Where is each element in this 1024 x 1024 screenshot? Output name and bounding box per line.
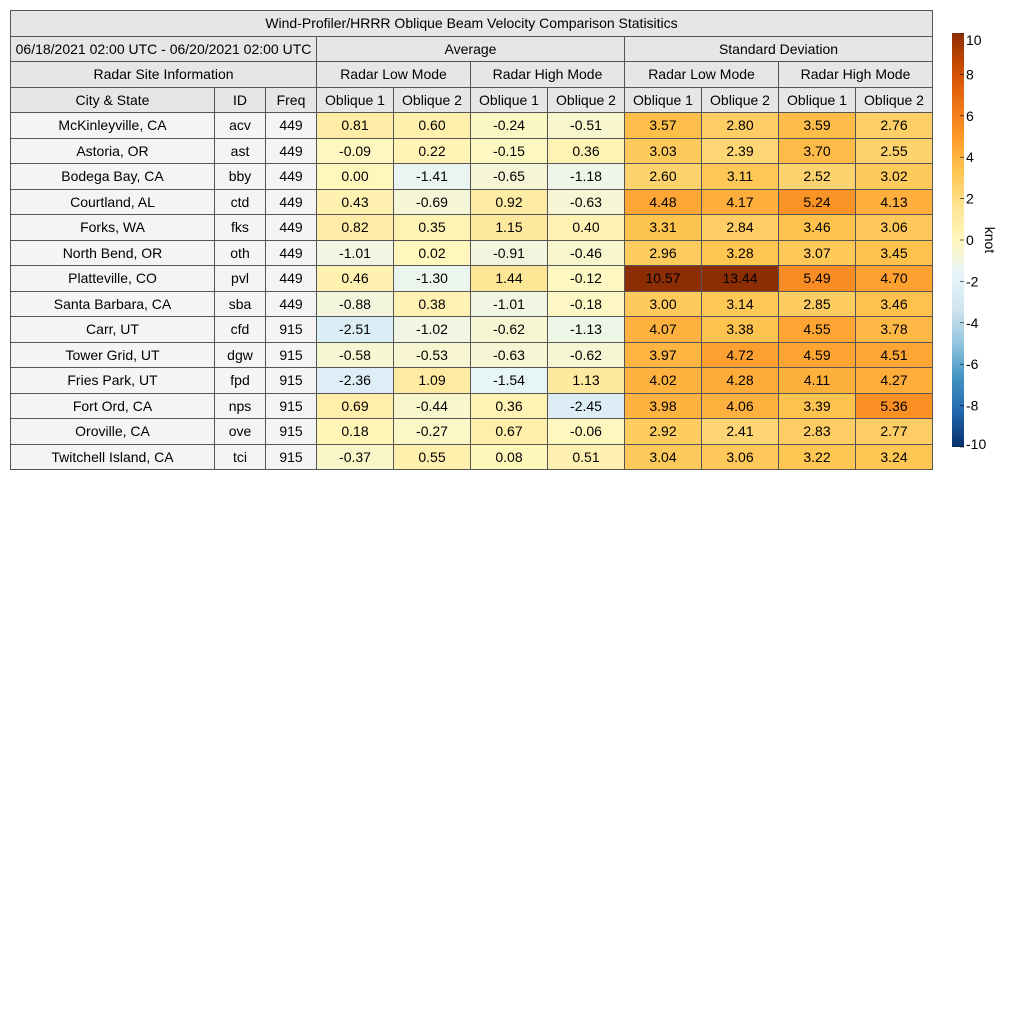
average-value-cell: 0.18 — [317, 419, 394, 445]
stddev-value-cell: 2.83 — [779, 419, 856, 445]
average-value-cell: -0.62 — [548, 342, 625, 368]
average-value-cell: -0.91 — [471, 240, 548, 266]
site-city: Tower Grid, UT — [11, 342, 215, 368]
stddev-value-cell: 3.38 — [702, 317, 779, 343]
average-value-cell: 0.36 — [548, 138, 625, 164]
stddev-value-cell: 5.49 — [779, 266, 856, 292]
stddev-value-cell: 2.41 — [702, 419, 779, 445]
stddev-value-cell: 3.06 — [702, 444, 779, 470]
average-value-cell: 0.22 — [394, 138, 471, 164]
table-row — [11, 317, 933, 343]
average-value-cell: 0.43 — [317, 189, 394, 215]
stddev-value-cell: 2.77 — [856, 419, 933, 445]
average-value-cell: -0.69 — [394, 189, 471, 215]
column-header-avg-low-oblique-2: Oblique 2 — [394, 87, 471, 113]
column-header-std-high-oblique-2: Oblique 2 — [856, 87, 933, 113]
average-value-cell: -0.18 — [548, 291, 625, 317]
average-value-cell: -2.45 — [548, 393, 625, 419]
stddev-value-cell: 3.39 — [779, 393, 856, 419]
site-city: Courtland, AL — [11, 189, 215, 215]
stddev-value-cell: 3.24 — [856, 444, 933, 470]
site-id: fks — [215, 215, 266, 241]
average-value-cell: 1.44 — [471, 266, 548, 292]
table-row — [11, 215, 933, 241]
colorbar-label: knot — [982, 226, 998, 254]
site-freq: 915 — [266, 419, 317, 445]
stddev-value-cell: 13.44 — [702, 266, 779, 292]
stddev-value-cell: 4.17 — [702, 189, 779, 215]
site-freq: 449 — [266, 164, 317, 190]
column-header-std-low-oblique-2: Oblique 2 — [702, 87, 779, 113]
site-city: Astoria, OR — [11, 138, 215, 164]
column-header-freq: Freq — [266, 87, 317, 113]
stddev-value-cell: 4.55 — [779, 317, 856, 343]
stddev-value-cell: 3.03 — [625, 138, 702, 164]
site-id: fpd — [215, 368, 266, 394]
column-header-avg-high-oblique-2: Oblique 2 — [548, 87, 625, 113]
average-value-cell: 0.38 — [394, 291, 471, 317]
stddev-value-cell: 3.45 — [856, 240, 933, 266]
average-value-cell: -0.09 — [317, 138, 394, 164]
average-value-cell: 0.51 — [548, 444, 625, 470]
average-value-cell: -0.24 — [471, 113, 548, 139]
stddev-value-cell: 3.14 — [702, 291, 779, 317]
average-value-cell: -0.27 — [394, 419, 471, 445]
average-value-cell: 0.40 — [548, 215, 625, 241]
colorbar-tick-label: -6 — [966, 356, 979, 373]
average-value-cell: -2.36 — [317, 368, 394, 394]
stddev-value-cell: 2.84 — [702, 215, 779, 241]
stddev-value-cell: 2.76 — [856, 113, 933, 139]
stddev-value-cell: 3.78 — [856, 317, 933, 343]
colorbar-tick-label: -10 — [966, 436, 987, 452]
stddev-value-cell: 3.02 — [856, 164, 933, 190]
column-header-city: City & State — [11, 87, 215, 113]
table-row — [11, 393, 933, 419]
site-id: bby — [215, 164, 266, 190]
average-value-cell: -1.01 — [471, 291, 548, 317]
stddev-value-cell: 4.02 — [625, 368, 702, 394]
stddev-value-cell: 2.55 — [856, 138, 933, 164]
site-freq: 449 — [266, 113, 317, 139]
column-header-std-low-oblique-1: Oblique 1 — [625, 87, 702, 113]
site-freq: 449 — [266, 215, 317, 241]
stddev-value-cell: 3.59 — [779, 113, 856, 139]
stddev-value-cell: 3.57 — [625, 113, 702, 139]
stddev-value-cell: 3.46 — [779, 215, 856, 241]
average-value-cell: 0.92 — [471, 189, 548, 215]
average-value-cell: -0.06 — [548, 419, 625, 445]
site-freq: 449 — [266, 266, 317, 292]
colorbar-tick-label: -4 — [966, 314, 979, 331]
table-row — [11, 342, 933, 368]
avg-low-mode-header: Radar Low Mode — [317, 62, 471, 88]
stddev-value-cell: 3.00 — [625, 291, 702, 317]
average-value-cell: -0.62 — [471, 317, 548, 343]
site-freq: 449 — [266, 138, 317, 164]
stddev-value-cell: 4.27 — [856, 368, 933, 394]
site-id: acv — [215, 113, 266, 139]
column-header-id: ID — [215, 87, 266, 113]
average-value-cell: -1.30 — [394, 266, 471, 292]
site-city: Carr, UT — [11, 317, 215, 343]
stddev-value-cell: 10.57 — [625, 266, 702, 292]
average-value-cell: 1.13 — [548, 368, 625, 394]
table-row — [11, 113, 933, 139]
average-value-cell: -0.88 — [317, 291, 394, 317]
stddev-value-cell: 2.92 — [625, 419, 702, 445]
average-value-cell: 1.15 — [471, 215, 548, 241]
stddev-value-cell: 5.36 — [856, 393, 933, 419]
average-value-cell: -0.51 — [548, 113, 625, 139]
stddev-value-cell: 2.85 — [779, 291, 856, 317]
stddev-value-cell: 3.46 — [856, 291, 933, 317]
average-value-cell: -0.53 — [394, 342, 471, 368]
stddev-value-cell: 3.98 — [625, 393, 702, 419]
stddev-value-cell: 2.80 — [702, 113, 779, 139]
average-value-cell: -1.01 — [317, 240, 394, 266]
average-value-cell: -1.02 — [394, 317, 471, 343]
site-id: tci — [215, 444, 266, 470]
site-city: Twitchell Island, CA — [11, 444, 215, 470]
average-value-cell: -0.37 — [317, 444, 394, 470]
average-group-header: Average — [317, 36, 625, 62]
colorbar-tick-label: 8 — [966, 66, 974, 83]
stddev-value-cell: 3.04 — [625, 444, 702, 470]
average-value-cell: 0.67 — [471, 419, 548, 445]
average-value-cell: -0.65 — [471, 164, 548, 190]
site-city: Platteville, CO — [11, 266, 215, 292]
average-value-cell: 0.60 — [394, 113, 471, 139]
colorbar-tick-label: 10 — [966, 33, 982, 48]
site-freq: 449 — [266, 189, 317, 215]
site-id: ove — [215, 419, 266, 445]
site-id: ast — [215, 138, 266, 164]
site-freq: 915 — [266, 444, 317, 470]
average-value-cell: -1.41 — [394, 164, 471, 190]
stddev-value-cell: 4.28 — [702, 368, 779, 394]
table-row — [11, 138, 933, 164]
stddev-value-cell: 3.22 — [779, 444, 856, 470]
column-header-avg-low-oblique-1: Oblique 1 — [317, 87, 394, 113]
site-id: oth — [215, 240, 266, 266]
average-value-cell: -0.44 — [394, 393, 471, 419]
site-info-header: Radar Site Information — [11, 62, 317, 88]
average-value-cell: 0.55 — [394, 444, 471, 470]
site-city: Santa Barbara, CA — [11, 291, 215, 317]
table-row — [11, 266, 933, 292]
site-id: pvl — [215, 266, 266, 292]
average-value-cell: 0.82 — [317, 215, 394, 241]
date-range: 06/18/2021 02:00 UTC - 06/20/2021 02:00 UTC — [11, 36, 317, 62]
std-high-mode-header: Radar High Mode — [779, 62, 933, 88]
site-freq: 449 — [266, 240, 317, 266]
average-value-cell: -2.51 — [317, 317, 394, 343]
stddev-value-cell: 2.39 — [702, 138, 779, 164]
table-row — [11, 368, 933, 394]
stddev-value-cell: 4.07 — [625, 317, 702, 343]
average-value-cell: -1.13 — [548, 317, 625, 343]
table-row — [11, 444, 933, 470]
average-value-cell: -0.58 — [317, 342, 394, 368]
avg-high-mode-header: Radar High Mode — [471, 62, 625, 88]
colorbar-tick-label: -8 — [966, 397, 979, 414]
site-city: Fort Ord, CA — [11, 393, 215, 419]
statistics-table — [10, 10, 933, 470]
stddev-value-cell: 4.48 — [625, 189, 702, 215]
stddev-value-cell: 4.72 — [702, 342, 779, 368]
colorbar-tick-label: -2 — [966, 273, 979, 290]
average-value-cell: -0.63 — [471, 342, 548, 368]
stddev-value-cell: 5.24 — [779, 189, 856, 215]
colorbar-tick-label: 4 — [966, 149, 974, 166]
stddev-value-cell: 4.51 — [856, 342, 933, 368]
column-header-std-high-oblique-1: Oblique 1 — [779, 87, 856, 113]
site-city: Bodega Bay, CA — [11, 164, 215, 190]
colorbar-tick-label: 2 — [966, 190, 974, 207]
site-city: North Bend, OR — [11, 240, 215, 266]
average-value-cell: 0.00 — [317, 164, 394, 190]
stddev-value-cell: 4.13 — [856, 189, 933, 215]
average-value-cell: 0.35 — [394, 215, 471, 241]
average-value-cell: -1.18 — [548, 164, 625, 190]
stddev-value-cell: 3.06 — [856, 215, 933, 241]
table-row — [11, 164, 933, 190]
stddev-value-cell: 3.07 — [779, 240, 856, 266]
stddev-value-cell: 4.59 — [779, 342, 856, 368]
site-id: cfd — [215, 317, 266, 343]
site-freq: 915 — [266, 317, 317, 343]
site-id: dgw — [215, 342, 266, 368]
site-freq: 915 — [266, 393, 317, 419]
table-row — [11, 419, 933, 445]
stddev-value-cell: 3.28 — [702, 240, 779, 266]
site-city: Fries Park, UT — [11, 368, 215, 394]
average-value-cell: 0.02 — [394, 240, 471, 266]
site-city: McKinleyville, CA — [11, 113, 215, 139]
site-id: ctd — [215, 189, 266, 215]
stddev-value-cell: 3.11 — [702, 164, 779, 190]
site-freq: 915 — [266, 342, 317, 368]
stddev-value-cell: 2.96 — [625, 240, 702, 266]
stddev-value-cell: 4.70 — [856, 266, 933, 292]
stddev-value-cell: 2.60 — [625, 164, 702, 190]
colorbar-tick-label: 6 — [966, 107, 974, 124]
stddev-group-header: Standard Deviation — [625, 36, 933, 62]
stddev-value-cell: 3.31 — [625, 215, 702, 241]
colorbar — [952, 33, 1014, 453]
stddev-value-cell: 2.52 — [779, 164, 856, 190]
average-value-cell: -0.63 — [548, 189, 625, 215]
site-id: sba — [215, 291, 266, 317]
table-row — [11, 240, 933, 266]
stddev-value-cell: 3.70 — [779, 138, 856, 164]
average-value-cell: 0.36 — [471, 393, 548, 419]
average-value-cell: 0.81 — [317, 113, 394, 139]
colorbar-tick-label: 0 — [966, 232, 974, 248]
average-value-cell: -1.54 — [471, 368, 548, 394]
average-value-cell: 0.46 — [317, 266, 394, 292]
stddev-value-cell: 4.11 — [779, 368, 856, 394]
site-city: Oroville, CA — [11, 419, 215, 445]
std-low-mode-header: Radar Low Mode — [625, 62, 779, 88]
site-freq: 915 — [266, 368, 317, 394]
site-id: nps — [215, 393, 266, 419]
column-header-avg-high-oblique-1: Oblique 1 — [471, 87, 548, 113]
average-value-cell: -0.12 — [548, 266, 625, 292]
average-value-cell: -0.15 — [471, 138, 548, 164]
average-value-cell: 0.08 — [471, 444, 548, 470]
site-freq: 449 — [266, 291, 317, 317]
table-row — [11, 291, 933, 317]
stddev-value-cell: 4.06 — [702, 393, 779, 419]
average-value-cell: 1.09 — [394, 368, 471, 394]
average-value-cell: -0.46 — [548, 240, 625, 266]
table-row — [11, 189, 933, 215]
site-city: Forks, WA — [11, 215, 215, 241]
table-title: Wind-Profiler/HRRR Oblique Beam Velocity Comparison Statisitics — [11, 11, 933, 37]
average-value-cell: 0.69 — [317, 393, 394, 419]
stddev-value-cell: 3.97 — [625, 342, 702, 368]
